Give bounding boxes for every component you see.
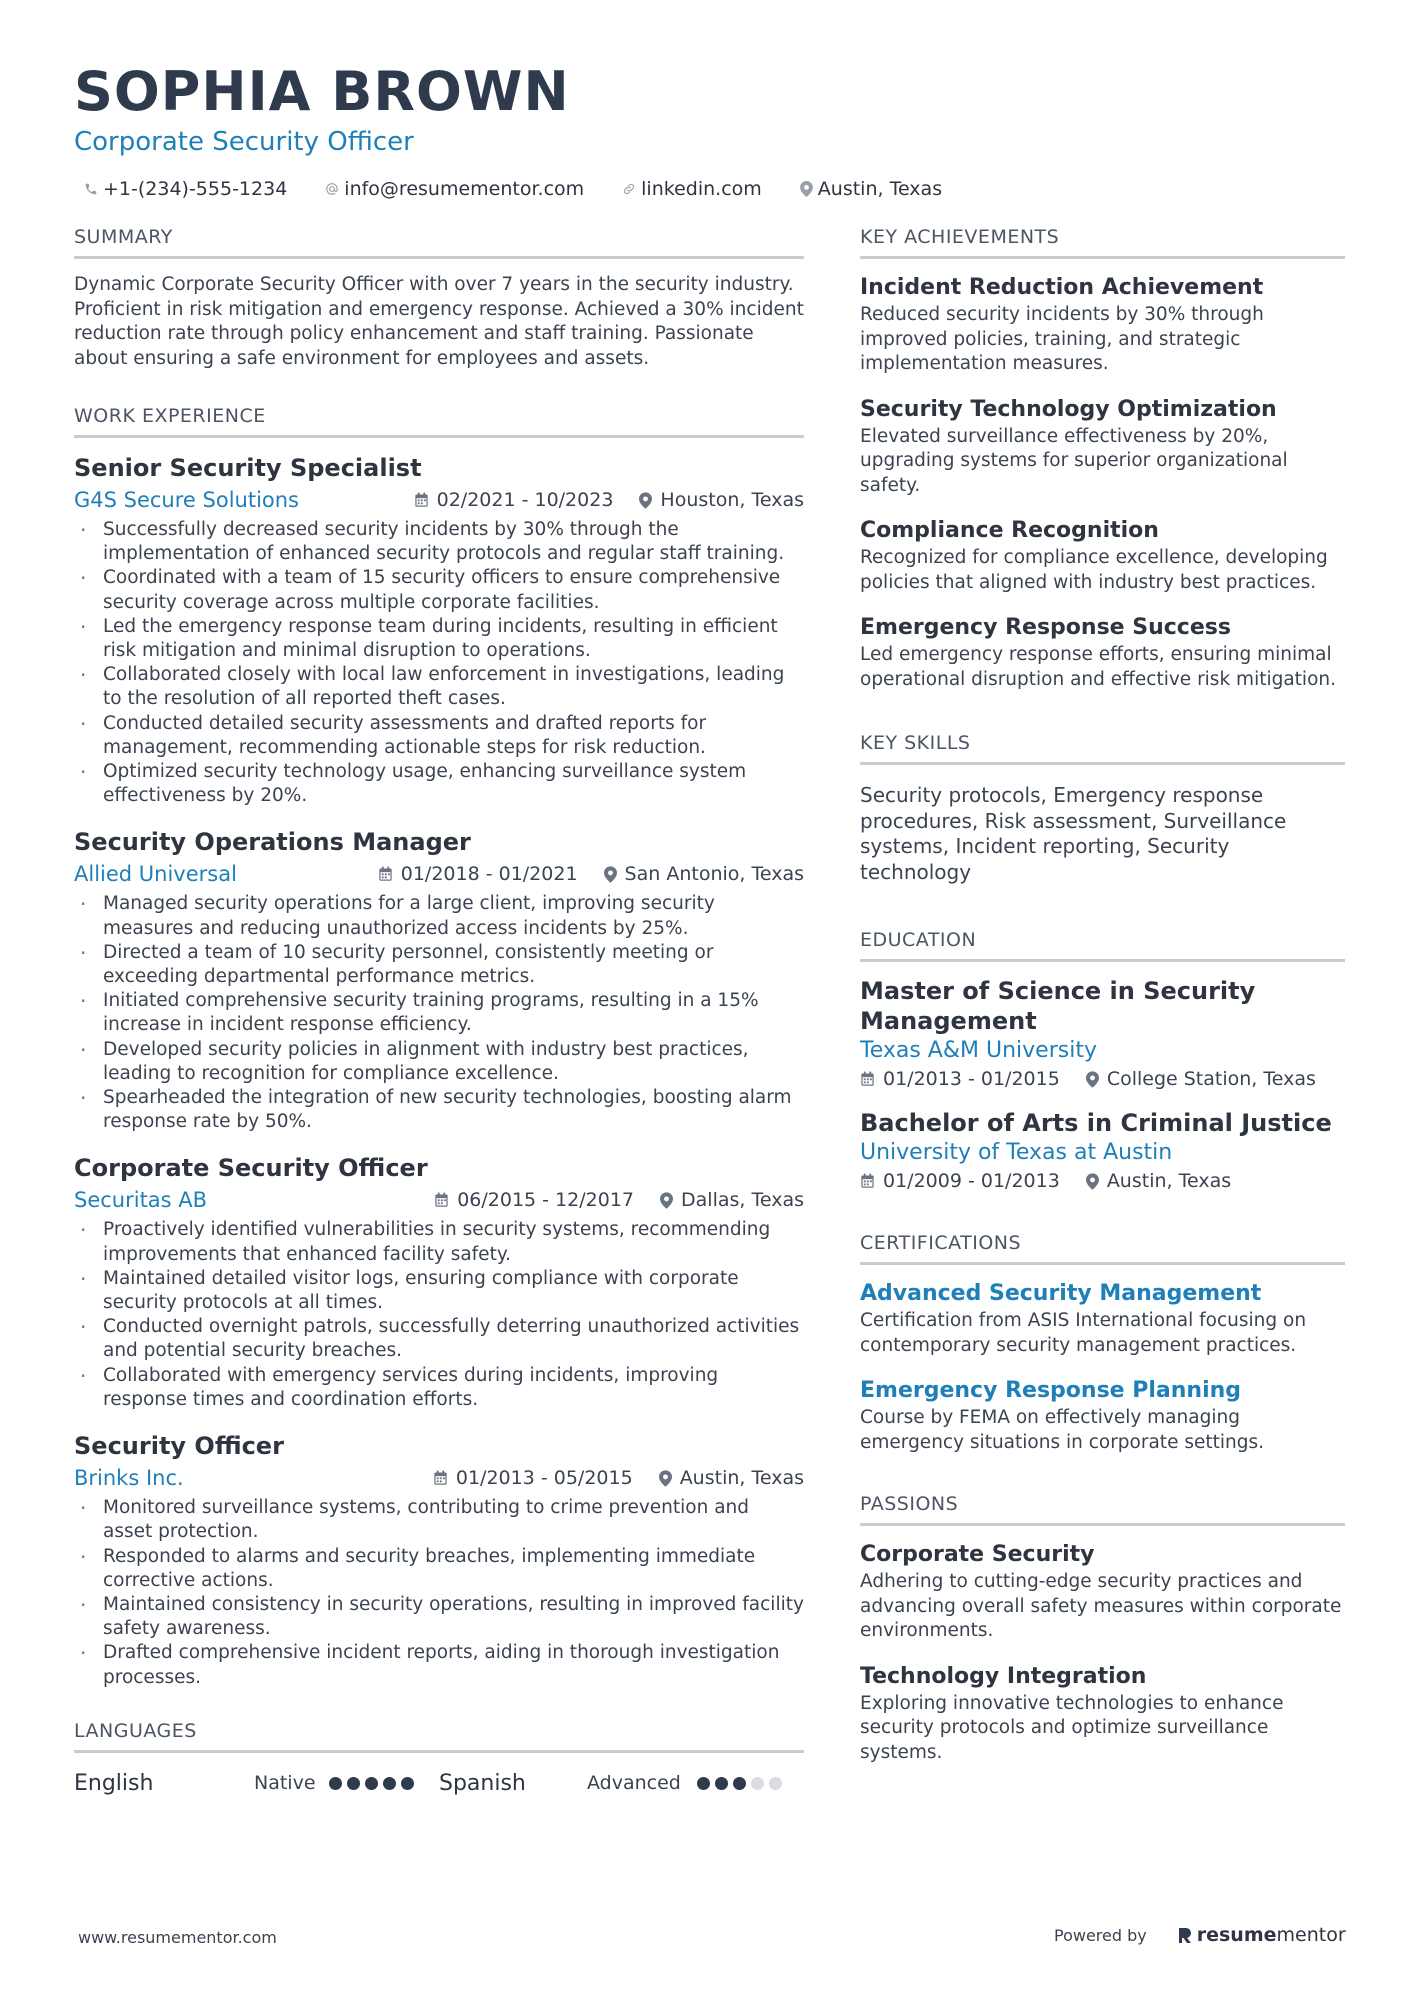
degree-title: Bachelor of Arts in Criminal Justice	[860, 1109, 1332, 1137]
passion-title: Corporate Security	[860, 1542, 1095, 1567]
footer-website[interactable]: www.resumementor.com	[78, 1928, 277, 1947]
proficiency-dot-filled	[329, 1777, 342, 1790]
passion-title: Technology Integration	[860, 1663, 1147, 1689]
job-dates	[433, 1467, 633, 1489]
email-text: info@resumementor.com	[344, 178, 585, 200]
bullet-item: · Developed security policies in alignment with industry best practices, leading to recognition for compliance excellence.	[74, 1038, 804, 1086]
education-item	[860, 976, 1345, 1090]
powered-by-label: Powered by	[1054, 1925, 1147, 1945]
candidate-name: SOPHIA BROWN	[74, 60, 570, 123]
linkedin-text: linkedin.com	[641, 178, 762, 200]
location-pin-icon	[1086, 1173, 1099, 1190]
bullet-item: · Maintained consistency in security operations, resulting in improved facility safety awareness.	[74, 1593, 804, 1641]
phone-icon	[84, 182, 98, 196]
achievement-title: Compliance Recognition	[860, 518, 1159, 543]
calendar-icon	[414, 492, 429, 508]
job-entry	[74, 1430, 804, 1690]
company-name: Brinks Inc.	[74, 1466, 184, 1491]
calendar-icon	[433, 1470, 448, 1486]
link-icon	[622, 182, 636, 196]
passion-item	[860, 1540, 1345, 1644]
dates-text: 01/2013 - 01/2015	[883, 1068, 1060, 1090]
languages-row	[74, 1771, 804, 1796]
job-location	[660, 1189, 804, 1211]
language-name: Spanish	[439, 1770, 526, 1796]
brand-logo	[1177, 1924, 1346, 1946]
location-pin-icon	[639, 492, 652, 509]
achievement-item	[860, 516, 1345, 595]
job-meta-row	[74, 1186, 804, 1214]
achievement-text: Reduced security incidents by 30% through improved policies, training, and strategic implementation measures.	[860, 304, 1264, 374]
section-heading: CERTIFICATIONS	[860, 1232, 1345, 1265]
job-meta-row	[74, 860, 804, 888]
job-bullets	[74, 518, 804, 808]
bullet-item: · Conducted overnight patrols, successfully deterring unauthorized activities and potential security breaches.	[74, 1315, 804, 1363]
bullet-item: · Collaborated with emergency services during incidents, improving response times and coordination efforts.	[74, 1364, 804, 1412]
achievements-section	[860, 226, 1345, 692]
bullet-item: · Drafted comprehensive incident reports, aiding in thorough investigation processes.	[74, 1641, 804, 1689]
passion-text: Exploring innovative technologies to enhance security protocols and optimize surveillance systems.	[860, 1692, 1284, 1763]
calendar-icon	[860, 1173, 875, 1189]
job-meta	[352, 863, 804, 885]
certification-text: Certification from ASIS International focusing on contemporary security management practices.	[860, 1310, 1307, 1356]
section-heading: EDUCATION	[860, 929, 1345, 962]
language-level: Advanced	[587, 1772, 681, 1795]
proficiency-dots	[329, 1777, 419, 1790]
job-dates	[434, 1189, 634, 1211]
location-text: Austin, Texas	[1106, 1170, 1232, 1192]
achievement-item	[860, 395, 1345, 499]
section-heading: WORK EXPERIENCE	[74, 405, 804, 438]
bullet-item: · Responded to alarms and security breaches, implementing immediate corrective actions.	[74, 1545, 804, 1593]
achievement-item	[860, 613, 1345, 692]
achievement-text: Elevated surveillance effectiveness by 20%, upgrading systems for superior organizational safety.	[860, 425, 1288, 496]
section-heading: PASSIONS	[860, 1493, 1345, 1526]
proficiency-dot-filled	[733, 1777, 746, 1790]
bullet-item: · Successfully decreased security incidents by 30% through the implementation of enhanced security protocols and regular staff training.	[74, 518, 804, 566]
phone-text: +1-(234)-555-1234	[103, 178, 288, 200]
job-title: Security Operations Manager	[74, 828, 471, 857]
job-meta-row	[74, 486, 804, 514]
school-name: University of Texas at Austin	[860, 1140, 1173, 1165]
job-title: Corporate Security Officer	[74, 1154, 428, 1183]
bullet-item: · Initiated comprehensive security training programs, resulting in a 15% increase in incident response efficiency.	[74, 989, 804, 1037]
languages-section	[74, 1720, 804, 1796]
section-heading: KEY ACHIEVEMENTS	[860, 226, 1345, 259]
job-dates	[414, 489, 614, 511]
bullet-item: · Managed security operations for a large client, improving security measures and reducing unauthorized access incidents by 25%.	[74, 892, 804, 940]
skills-text: Security protocols, Emergency response procedures, Risk assessment, Surveillance systems, Incident reporting, Security technology	[860, 783, 1287, 884]
passion-text: Adhering to cutting-edge security practices and advancing overall safety measures within corporate environments.	[860, 1571, 1342, 1641]
job-location	[604, 863, 804, 885]
job-bullets	[74, 1218, 804, 1412]
job-meta	[408, 1189, 804, 1211]
job-entry	[74, 826, 804, 1134]
section-heading: SUMMARY	[74, 226, 804, 259]
bullet-item: · Spearheaded the integration of new security technologies, boosting alarm response rate by 50%.	[74, 1086, 804, 1134]
section-heading: LANGUAGES	[74, 1720, 804, 1753]
bullet-item: · Led the emergency response team during incidents, resulting in efficient risk mitigation and minimal disruption to operations.	[74, 615, 804, 663]
job-bullets	[74, 1496, 804, 1690]
proficiency-dot-filled	[365, 1777, 378, 1790]
summary-text: Dynamic Corporate Security Officer with over 7 years in the security industry. Proficient in risk mitigation and emergency response. Achieved a 30% incident reduction rate through policy enhancement and staff training. Passionate about ensuring a safe environment for employees and assets.	[74, 274, 804, 369]
proficiency-dot-empty	[769, 1777, 782, 1790]
location-pin-icon	[659, 1470, 672, 1487]
location-text: Austin, Texas	[817, 178, 943, 200]
location-pin-icon	[1086, 1071, 1099, 1088]
passions-section	[860, 1493, 1345, 1765]
job-bullets	[74, 892, 804, 1134]
section-heading: KEY SKILLS	[860, 732, 1345, 765]
language-item	[439, 1771, 804, 1796]
bullet-item: · Optimized security technology usage, enhancing surveillance system effectiveness by 20%.	[74, 760, 804, 808]
calendar-icon	[434, 1192, 449, 1208]
location-text: Austin, Texas	[679, 1467, 804, 1490]
proficiency-dot-empty	[751, 1777, 764, 1790]
bullet-item: · Monitored surveillance systems, contributing to crime prevention and asset protection.	[74, 1496, 804, 1544]
bullet-item: · Directed a team of 10 security personnel, consistently meeting or exceeding departmental performance metrics.	[74, 941, 804, 989]
proficiency-dot-filled	[347, 1777, 360, 1790]
school-name: Texas A&M University	[860, 1038, 1097, 1063]
certifications-section	[860, 1232, 1345, 1455]
bullet-item: · Collaborated closely with local law enforcement in investigations, leading to the resolution of all reported theft cases.	[74, 663, 804, 711]
achievement-title: Emergency Response Success	[860, 615, 1231, 640]
left-column	[74, 226, 804, 1796]
contact-row	[74, 178, 1344, 200]
language-level: Native	[254, 1772, 316, 1795]
brand-bold: resume	[1196, 1924, 1277, 1946]
location-text: Houston, Texas	[660, 489, 804, 511]
bullet-item: · Proactively identified vulnerabilities in security systems, recommending improvements that enhanced facility safety.	[74, 1218, 804, 1266]
bullet-item: · Conducted detailed security assessments and drafted reports for management, recommending actionable steps for risk reduction.	[74, 712, 804, 760]
contact-location	[800, 178, 942, 200]
proficiency-dot-filled	[715, 1777, 728, 1790]
bullet-item: · Maintained detailed visitor logs, ensuring compliance with corporate security protocols at all times.	[74, 1267, 804, 1315]
achievement-text: Recognized for compliance excellence, developing policies that aligned with industry best practices.	[860, 547, 1328, 593]
location-text: San Antonio, Texas	[624, 863, 804, 886]
location-text: College Station, Texas	[1106, 1068, 1316, 1090]
education-section	[860, 929, 1345, 1192]
language-item	[74, 1771, 439, 1796]
experience-section	[74, 405, 804, 1690]
dates-text: 02/2021 - 10/2023	[436, 489, 614, 511]
education-dates	[860, 1170, 1060, 1192]
job-title: Senior Security Specialist	[74, 454, 422, 482]
at-icon	[325, 182, 339, 196]
location-pin-icon	[604, 866, 617, 883]
company-name: Securitas AB	[74, 1188, 208, 1213]
proficiency-dots	[697, 1777, 787, 1790]
achievement-title: Incident Reduction Achievement	[860, 275, 1264, 300]
job-meta	[407, 1467, 804, 1489]
job-dates	[378, 863, 578, 885]
education-meta	[860, 1068, 1345, 1090]
location-pin-icon	[800, 181, 813, 197]
calendar-icon	[378, 866, 393, 882]
job-meta	[388, 489, 804, 511]
brand-light: mentor	[1276, 1924, 1346, 1946]
degree-title: Master of Science in Security Management	[860, 977, 1256, 1035]
certification-item	[860, 1376, 1345, 1455]
job-entry	[74, 1152, 804, 1412]
education-item	[860, 1108, 1345, 1192]
proficiency-dot-filled	[383, 1777, 396, 1790]
candidate-title: Corporate Security Officer	[74, 127, 414, 157]
proficiency-dot-filled	[401, 1777, 414, 1790]
achievement-text: Led emergency response efforts, ensuring minimal operational disruption and effective risk mitigation.	[860, 644, 1336, 690]
dates-text: 01/2018 - 01/2021	[400, 863, 578, 886]
education-location	[1086, 1170, 1231, 1192]
job-meta-row	[74, 1464, 804, 1492]
calendar-icon	[860, 1071, 875, 1087]
company-name: Allied Universal	[74, 862, 237, 887]
language-name: English	[74, 1770, 154, 1796]
contact-linkedin[interactable]	[622, 178, 762, 200]
dates-text: 01/2013 - 05/2015	[455, 1467, 633, 1490]
location-text: Dallas, Texas	[681, 1189, 804, 1212]
achievement-item	[860, 273, 1345, 377]
certification-item	[860, 1279, 1345, 1358]
certification-text: Course by FEMA on effectively managing emergency situations in corporate settings.	[860, 1407, 1264, 1453]
job-entry	[74, 452, 804, 808]
header	[74, 60, 1344, 200]
resumementor-logo-icon	[1177, 1926, 1193, 1944]
contact-email[interactable]	[325, 178, 584, 200]
dates-text: 06/2015 - 12/2017	[457, 1189, 635, 1212]
education-dates	[860, 1068, 1060, 1090]
location-pin-icon	[660, 1192, 673, 1209]
proficiency-dot-filled	[697, 1777, 710, 1790]
passion-item	[860, 1662, 1345, 1766]
bullet-item: · Coordinated with a team of 15 security officers to ensure comprehensive security coverage across multiple corporate facilities.	[74, 566, 804, 614]
job-location	[659, 1467, 804, 1489]
education-meta	[860, 1170, 1345, 1192]
job-location	[639, 489, 804, 511]
achievement-title: Security Technology Optimization	[860, 396, 1277, 422]
dates-text: 01/2009 - 01/2013	[883, 1170, 1060, 1192]
certification-title: Advanced Security Management	[860, 1281, 1262, 1306]
right-column	[860, 226, 1345, 1783]
skills-section	[860, 732, 1345, 885]
education-location	[1086, 1068, 1316, 1090]
summary-section	[74, 226, 804, 371]
company-name: G4S Secure Solutions	[74, 488, 300, 512]
powered-by	[1054, 1924, 1346, 1946]
job-title: Security Officer	[74, 1432, 284, 1461]
certification-title: Emergency Response Planning	[860, 1378, 1242, 1403]
contact-phone	[84, 178, 287, 200]
